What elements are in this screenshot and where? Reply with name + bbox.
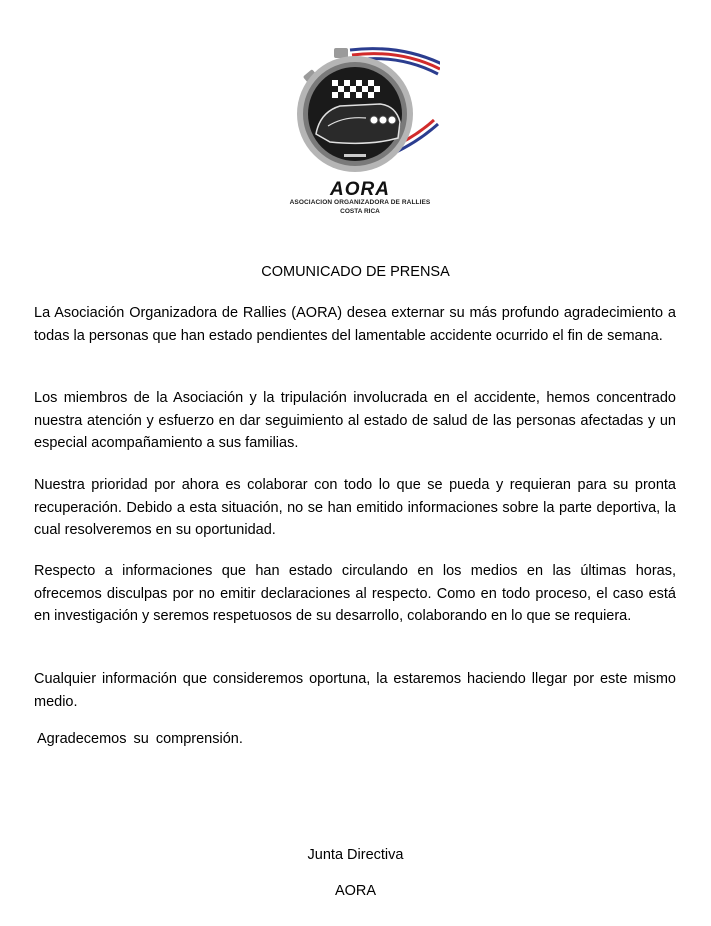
paragraph-3: Nuestra prioridad por ahora es colaborar con todo lo que se pueda y requieran para su pronta recuperación. Debido a esta situación, no se han emitido informaciones sobre la parte deportiva, la cual resolveremos en su oportunidad. [34,477,676,538]
aora-logo [280,42,440,232]
signature-org: AORA [334,883,377,899]
paragraph-4: Respecto a informaciones que han estado circulando en los medios en las últimas horas, ofrecemos disculpas por no emitir declaraciones al respecto. Como en todo proceso, el caso está en investigación y seremos respetuosos de su desarrollo, colaborando en lo que se requiera. [34,563,676,624]
paragraph-2: Los miembros de la Asociación y la tripulación involucrada en el accidente, hemos concentrado nuestra atención y esfuerzo en dar seguimiento al estado de salud de las personas afectadas y un especial acompañamiento a sus familias. [34,390,676,451]
logo-subtitle-org: ASOCIACION ORGANIZADORA DE RALLIES [289,199,431,206]
stopwatch-emblem [280,42,440,182]
signature-board: Junta Directiva [307,847,404,863]
logo-name: AORA [330,179,390,200]
thanks-line: Agradecemos su comprensión. [37,731,243,747]
paragraph-1: La Asociación Organizadora de Rallies (AORA) desea externar su más profundo agradecimiento a todas la personas que han estado pendientes del lamentable accidente ocurrido el fin de semana. [34,305,676,344]
paragraph-5: Cualquier información que consideremos oportuna, la estaremos haciendo llegar por este mismo medio. [34,671,676,710]
logo-subtitle-country: COSTA RICA [340,208,380,215]
document-title: COMUNICADO DE PRENSA [261,264,450,280]
